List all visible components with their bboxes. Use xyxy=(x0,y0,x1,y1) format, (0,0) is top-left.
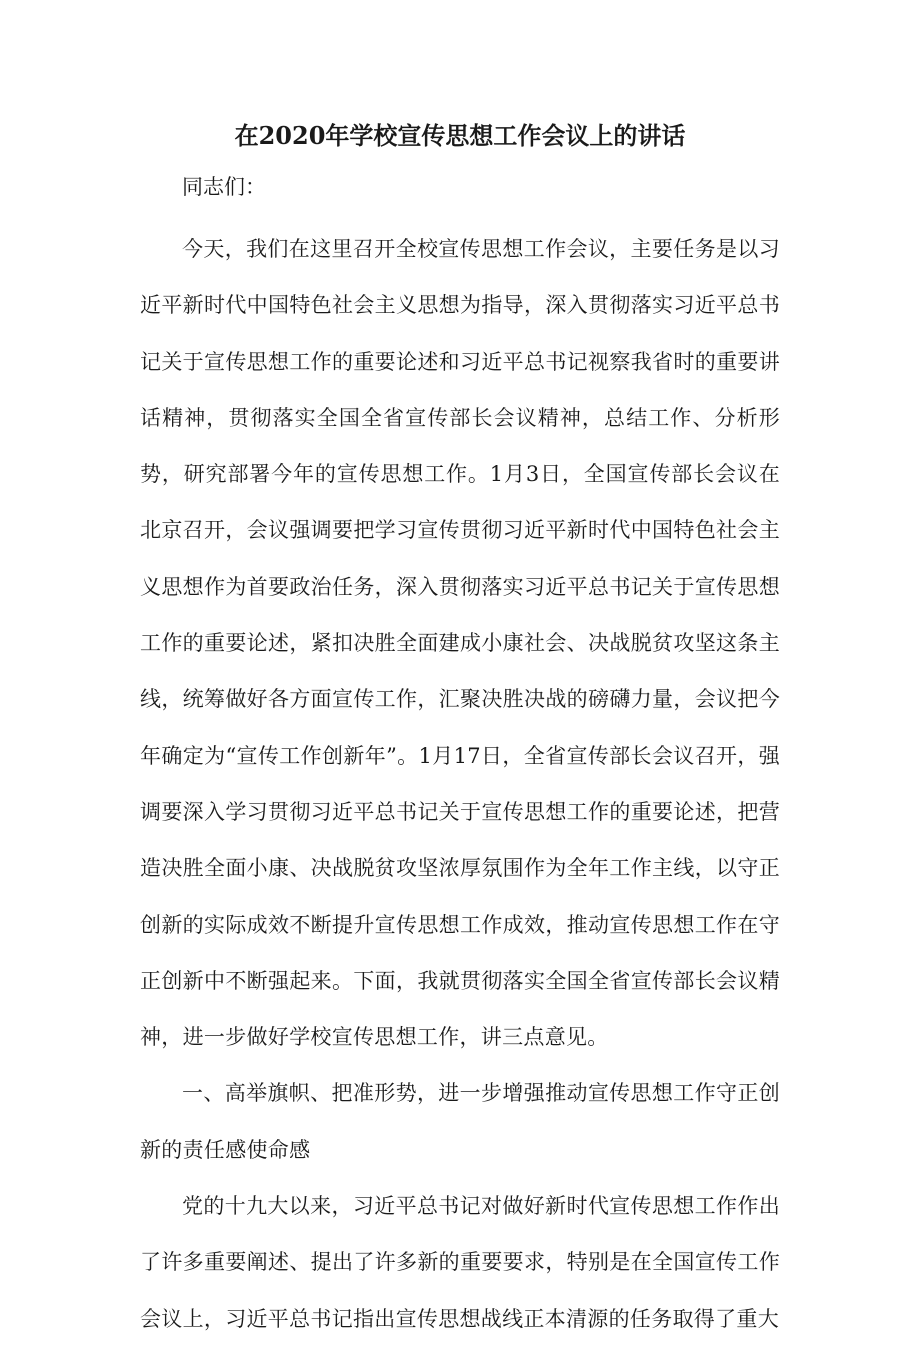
salutation: 同志们： xyxy=(182,175,266,199)
document-title: 在2020年学校宣传思想工作会议上的讲话 xyxy=(234,121,686,150)
section-heading-1: 一、高举旗帜、把准形势，进一步增强推动宣传思想工作守正创新的责任感使命感 xyxy=(140,1081,780,1162)
document-body xyxy=(140,165,780,1347)
paragraph-section-1: 党的十九大以来，习近平总书记对做好新时代宣传思想工作作出了许多重要阐述、提出了许多新的重要要求，特别是在全国宣传工作会议上，习近平总书记指出宣传思想战线正本清源的任务取得了重大 xyxy=(140,1194,780,1331)
paragraph-intro: 今天，我们在这里召开全校宣传思想工作会议，主要任务是以习近平新时代中国特色社会主义思想为指导，深入贯彻落实习近平总书记关于宣传思想工作的重要论述和习近平总书记视察我省时的重要讲话精神，贯彻落实全国全省宣传部长会议精神，总结工作、分析形势，研究部署今年的宣传思想工作。1月3日，全国宣传部长会议在北京召开，会议强调要把学习宣传贯彻习近平新时代中国特色社会主义思想作为首要政治任务，深入贯彻落实习近平总书记关于宣传思想工作的重要论述，紧扣决胜全面建成小康社会、决战脱贫攻坚这条主线，统筹做好各方面宣传工作，汇聚决胜决战的磅礴力量，会议把今年确定为“宣传工作创新年”。1月17日，全省宣传部长会议召开，强调要深入学习贯彻习近平总书记关于宣传思想工作的重要论述，把营造决胜全面小康、决战脱贫攻坚浓厚氛围作为全年工作主线，以守正创新的实际成效不断提升宣传思想工作成效，推动宣传思想工作在守正创新中不断强起来。下面，我就贯彻落实全国全省宣传部长会议精神，进一步做好学校宣传思想工作，讲三点意见。 xyxy=(140,237,780,1050)
